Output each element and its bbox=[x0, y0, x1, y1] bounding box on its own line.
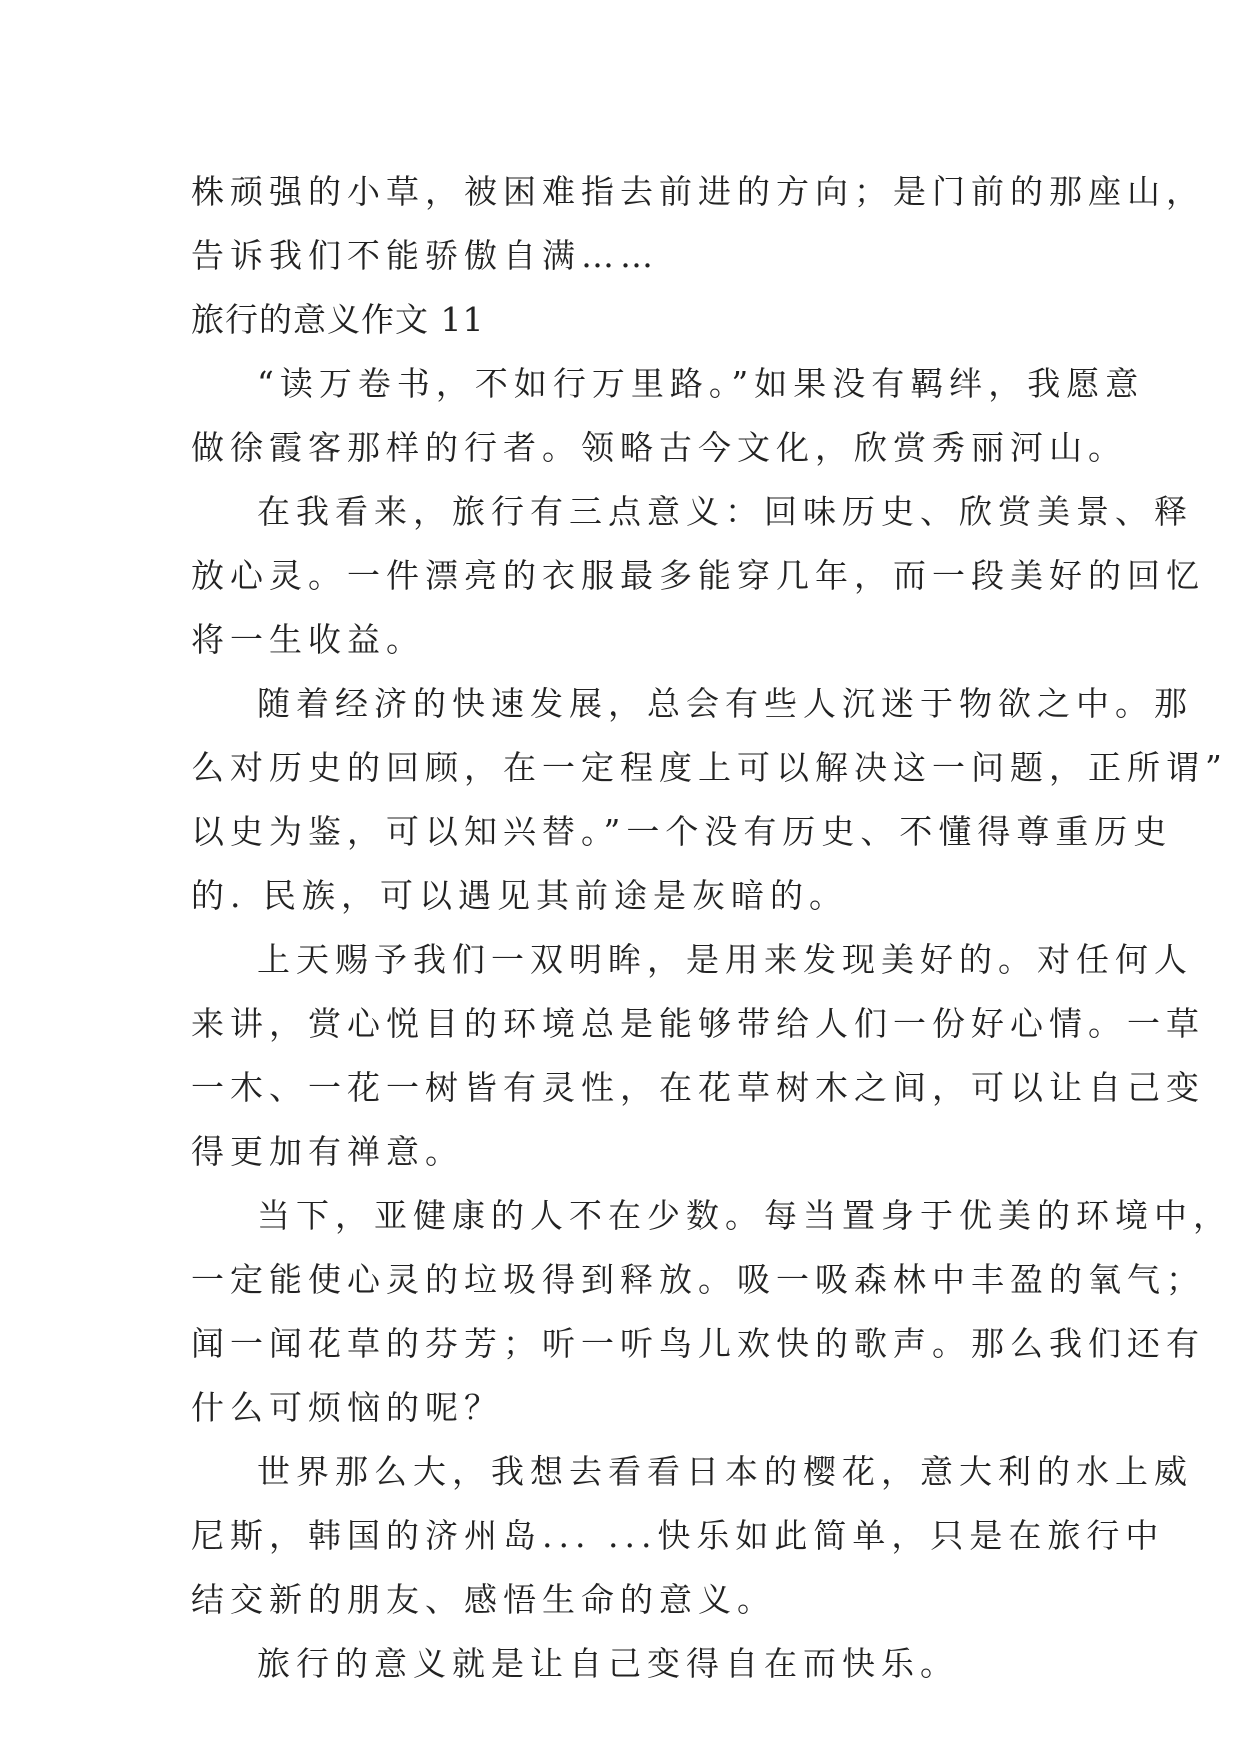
paragraph-line: 来讲，赏心悦目的环境总是能够带给人们一份好心情。一草 bbox=[191, 1004, 1205, 1043]
paragraph-line: 闻一闻花草的芬芳；听一听鸟儿欢快的歌声。那么我们还有 bbox=[191, 1324, 1205, 1363]
paragraph-line: 株顽强的小草，被困难指去前进的方向；是门前的那座山， bbox=[191, 172, 1205, 211]
paragraph-line: “读万卷书，不如行万里路。”如果没有羁绊，我愿意 bbox=[257, 364, 1145, 403]
paragraph-line: 放心灵。一件漂亮的衣服最多能穿几年，而一段美好的回忆 bbox=[191, 556, 1205, 595]
paragraph-line: 随着经济的快速发展，总会有些人沉迷于物欲之中。那 bbox=[257, 684, 1193, 723]
paragraph-line: 的. 民族，可以遇见其前途是灰暗的。 bbox=[191, 876, 848, 915]
section-heading: 旅行的意义作文 11 bbox=[191, 300, 485, 339]
paragraph-line: 告诉我们不能骄傲自满…… bbox=[191, 236, 659, 275]
paragraph-line: 上天赐予我们一双明眸，是用来发现美好的。对任何人 bbox=[257, 940, 1193, 979]
paragraph-line: 当下，亚健康的人不在少数。每当置身于优美的环境中， bbox=[257, 1196, 1232, 1235]
paragraph-line: 得更加有禅意。 bbox=[191, 1132, 464, 1171]
paragraph-line: 结交新的朋友、感悟生命的意义。 bbox=[191, 1580, 776, 1619]
paragraph-line: 在我看来，旅行有三点意义：回味历史、欣赏美景、释 bbox=[257, 492, 1193, 531]
paragraph-line: 什么可烦恼的呢？ bbox=[191, 1388, 503, 1427]
paragraph-line: 么对历史的回顾，在一定程度上可以解决这一问题，正所谓” bbox=[191, 748, 1228, 787]
paragraph-line: 尼斯，韩国的济州岛... ...快乐如此简单，只是在旅行中 bbox=[191, 1516, 1165, 1555]
paragraph-line: 将一生收益。 bbox=[191, 620, 425, 659]
paragraph-line: 旅行的意义就是让自己变得自在而快乐。 bbox=[257, 1644, 959, 1683]
paragraph-line: 一木、一花一树皆有灵性，在花草树木之间，可以让自己变 bbox=[191, 1068, 1205, 1107]
paragraph-line: 以史为鉴，可以知兴替。”一个没有历史、不懂得尊重历史 bbox=[191, 812, 1173, 851]
paragraph-line: 做徐霞客那样的行者。领略古今文化，欣赏秀丽河山。 bbox=[191, 428, 1127, 467]
document-body bbox=[191, 160, 1232, 1696]
paragraph-line: 世界那么大，我想去看看日本的樱花，意大利的水上威 bbox=[257, 1452, 1193, 1491]
paragraph-line: 一定能使心灵的垃圾得到释放。吸一吸森林中丰盈的氧气； bbox=[191, 1260, 1205, 1299]
